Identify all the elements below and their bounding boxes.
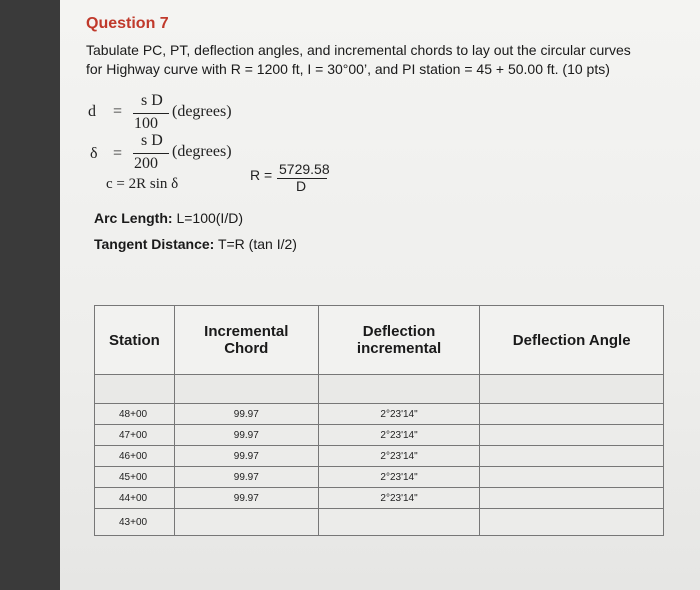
chord-cell: 99.97 — [174, 425, 318, 446]
formula-delta-equals: = — [113, 145, 123, 162]
station-cell: 43+00 — [95, 509, 175, 536]
deflection-cell: 2°23'14" — [318, 446, 480, 467]
chord-cell[interactable] — [174, 509, 318, 536]
header-defl-line2: incremental — [356, 340, 442, 357]
formula-delta-fraction-line — [133, 153, 169, 154]
station-cell: 44+00 — [95, 488, 175, 509]
formula-d-equals: = — [113, 103, 123, 120]
deflection-cell: 2°23'14" — [318, 467, 480, 488]
formula-d-denominator: 100 — [134, 115, 158, 132]
table-row — [95, 488, 664, 509]
header-deflection-incremental — [318, 306, 480, 375]
deflection-cell[interactable] — [318, 509, 480, 536]
table-cell[interactable] — [480, 375, 664, 404]
tangent-distance-formula: T=R (tan I/2) — [214, 236, 297, 252]
tangent-distance-label: Tangent Distance: — [94, 236, 215, 252]
header-defl-line1: Deflection — [362, 323, 436, 340]
arc-length-label: Arc Length: — [94, 210, 173, 226]
table-cell[interactable] — [318, 375, 480, 404]
header-station: Station — [95, 306, 175, 375]
question-text-line-2: for Highway curve with R = 1200 ft, I = 30°00’, and PI station = 45 + 50.00 ft. (10 pts) — [86, 61, 610, 77]
formula-r-denominator: D — [296, 178, 307, 194]
deflection-angle-cell[interactable] — [480, 446, 664, 467]
deflection-cell: 2°23'14" — [318, 404, 480, 425]
formula-delta-denominator: 200 — [134, 155, 158, 172]
deflection-angle-cell[interactable] — [480, 488, 664, 509]
table-row — [95, 509, 664, 536]
table-cell[interactable] — [174, 375, 318, 404]
station-cell: 46+00 — [95, 446, 175, 467]
header-incremental-chord — [174, 306, 318, 375]
header-chord-line2: Chord — [224, 340, 269, 357]
formula-r-lhs: R = — [250, 167, 273, 183]
arc-length-formula: L=100(I/D) — [172, 210, 243, 226]
station-cell: 47+00 — [95, 425, 175, 446]
formula-d-numerator: s D — [141, 92, 163, 109]
formula-delta-units: (degrees) — [172, 143, 232, 160]
table-row — [95, 404, 664, 425]
formula-delta-lhs: δ — [90, 145, 98, 162]
table-header-row — [95, 306, 664, 375]
formula-d-units: (degrees) — [172, 103, 232, 120]
curve-layout-table — [94, 305, 664, 536]
table-row — [95, 446, 664, 467]
formula-chord: c = 2R sin δ — [106, 176, 179, 192]
formula-d-fraction-line — [133, 113, 169, 114]
table-blank-row — [95, 375, 664, 404]
question-title: Question 7 — [86, 15, 169, 32]
deflection-angle-cell[interactable] — [480, 509, 664, 536]
deflection-angle-cell[interactable] — [480, 425, 664, 446]
station-cell: 45+00 — [95, 467, 175, 488]
chord-cell: 99.97 — [174, 446, 318, 467]
chord-cell: 99.97 — [174, 404, 318, 425]
formula-r-numerator: 5729.58 — [279, 161, 330, 177]
chord-cell: 99.97 — [174, 467, 318, 488]
table-cell[interactable] — [95, 375, 175, 404]
tangent-distance-note — [94, 236, 297, 252]
header-deflection-angle: Deflection Angle — [480, 306, 664, 375]
header-chord-line1: Incremental — [204, 323, 289, 340]
question-text-line-1: Tabulate PC, PT, deflection angles, and incremental chords to lay out the circular curves — [86, 42, 631, 58]
deflection-angle-cell[interactable] — [480, 467, 664, 488]
formula-delta-numerator: s D — [141, 132, 163, 149]
table-row — [95, 467, 664, 488]
formula-d-lhs: d — [88, 103, 96, 120]
chord-cell: 99.97 — [174, 488, 318, 509]
deflection-cell: 2°23'14" — [318, 425, 480, 446]
station-cell: 48+00 — [95, 404, 175, 425]
table-row — [95, 425, 664, 446]
deflection-cell: 2°23'14" — [318, 488, 480, 509]
deflection-angle-cell[interactable] — [480, 404, 664, 425]
arc-length-note — [94, 210, 243, 226]
